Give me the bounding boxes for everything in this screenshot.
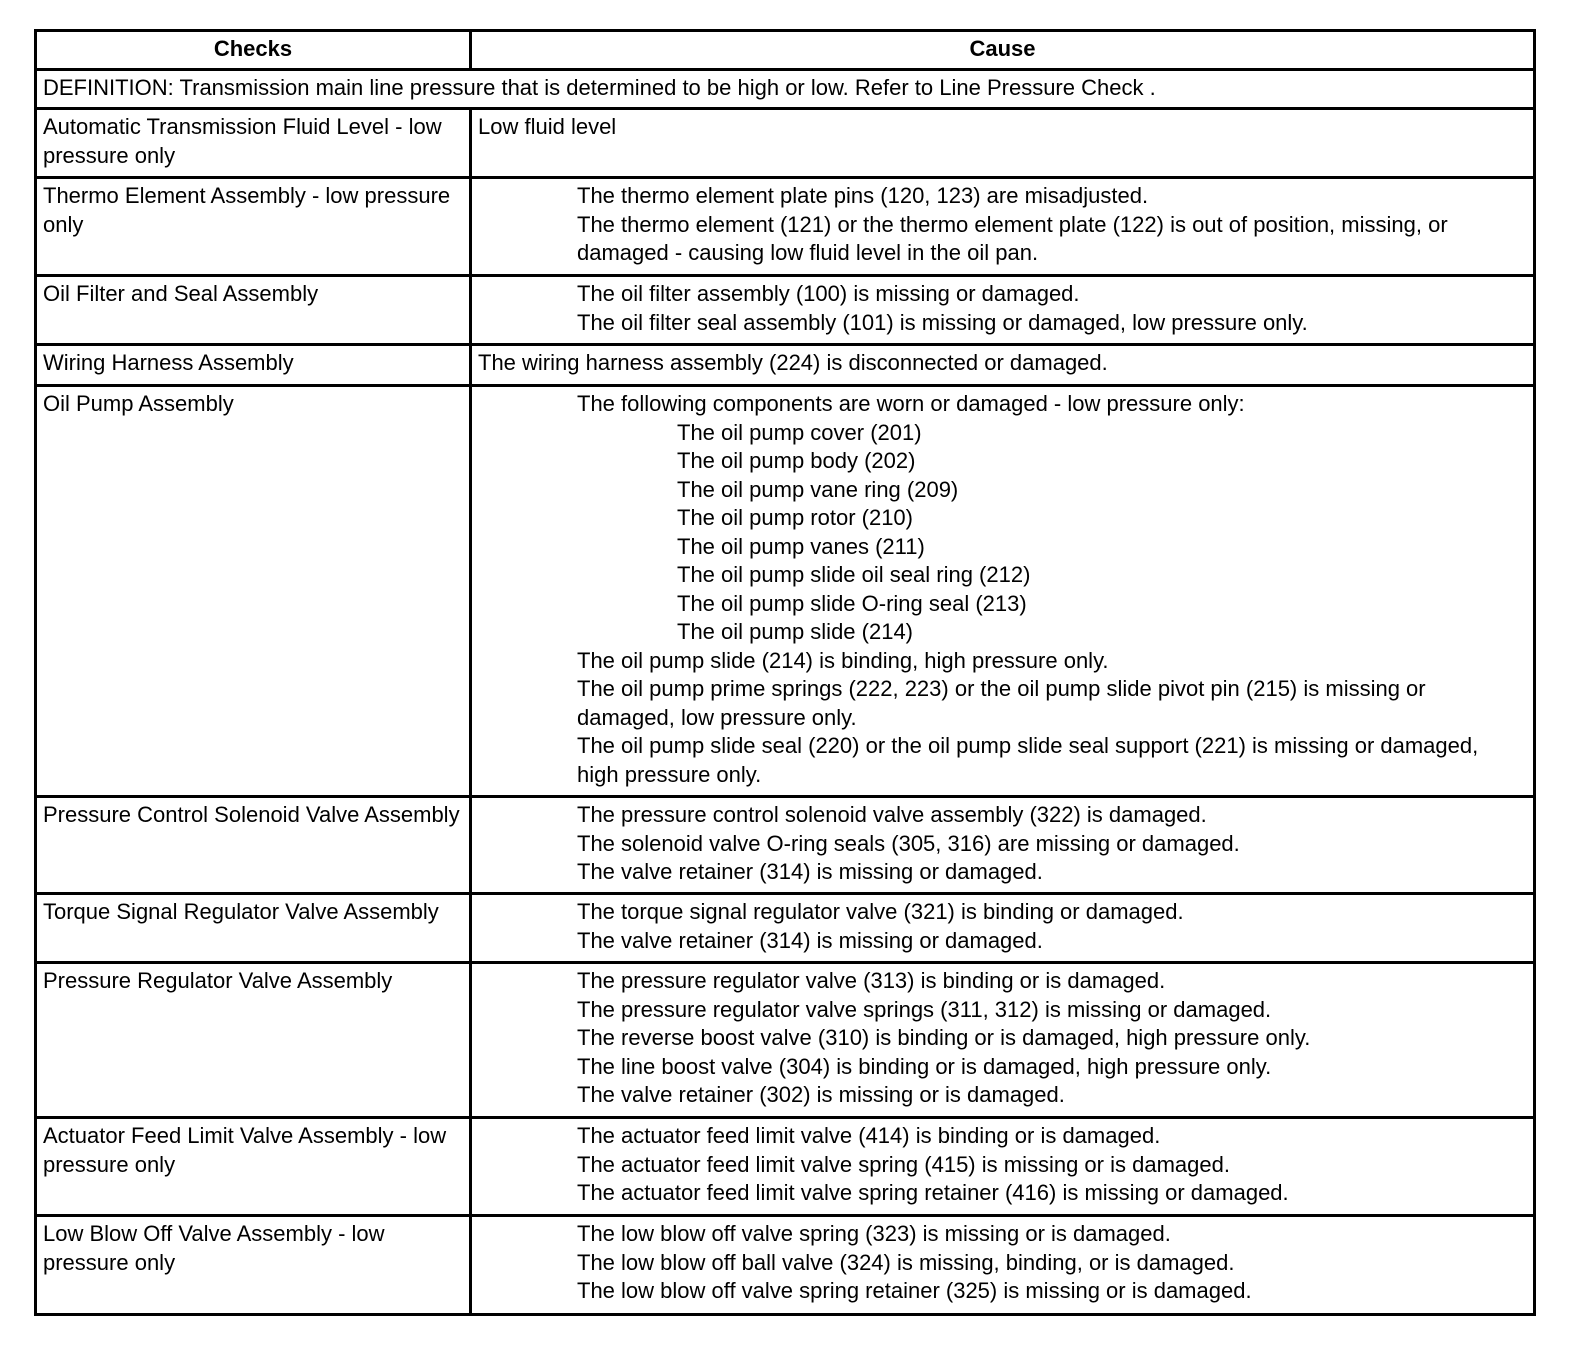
- cause-line: The oil pump slide O-ring seal (213): [677, 590, 1027, 616]
- header-cause: Cause: [471, 31, 1535, 70]
- cause-cell: [471, 109, 1535, 178]
- cause-line: The actuator feed limit valve (414) is binding or is damaged.: [577, 1123, 1161, 1148]
- table-row: [36, 276, 1535, 345]
- table-row: [36, 963, 1535, 1118]
- definition-text: DEFINITION: Transmission main line pressure that is determined to be high or low. Refer to Line Pressure Check .: [36, 69, 1535, 109]
- cause-cell: [471, 386, 1535, 797]
- cause-line: The pressure regulator valve (313) is binding or is damaged.: [577, 968, 1166, 993]
- check-cell: Automatic Transmission Fluid Level - low pressure only: [36, 109, 471, 178]
- cause-line: The oil pump cover (201): [677, 419, 922, 445]
- cause-line: The solenoid valve O-ring seals (305, 316) are missing or damaged.: [577, 830, 1240, 856]
- check-cell: Wiring Harness Assembly: [36, 345, 471, 386]
- cause-line: The oil pump slide (214) is binding, high pressure only.: [577, 647, 1109, 673]
- check-cell: Pressure Control Solenoid Valve Assembly: [36, 797, 471, 894]
- cause-cell: [471, 178, 1535, 276]
- cause-line: The actuator feed limit valve spring retainer (416) is missing or damaged.: [577, 1180, 1289, 1205]
- cause-line: The valve retainer (314) is missing or damaged.: [577, 927, 1043, 953]
- cause-cell: [471, 963, 1535, 1118]
- cause-line: The torque signal regulator valve (321) is binding or damaged.: [577, 899, 1184, 924]
- cause-line: The low blow off valve spring (323) is missing or is damaged.: [577, 1221, 1171, 1246]
- cause-line: The oil filter assembly (100) is missing or damaged.: [577, 281, 1080, 306]
- cause-line: The thermo element plate pins (120, 123) are misadjusted.: [577, 183, 1149, 208]
- table-row: [36, 109, 1535, 178]
- cause-line: The oil pump slide seal (220) or the oil pump slide seal support (221) is missing or damaged, high pressure only.: [577, 733, 1479, 787]
- check-cell: Oil Filter and Seal Assembly: [36, 276, 471, 345]
- cause-line: The wiring harness assembly (224) is disconnected or damaged.: [478, 350, 1108, 375]
- definition-row: [36, 69, 1535, 109]
- cause-line: The valve retainer (314) is missing or damaged.: [577, 859, 1043, 884]
- cause-cell: [471, 894, 1535, 963]
- table-row: [36, 797, 1535, 894]
- diagnostic-table: [34, 29, 1536, 1316]
- cause-line: The oil pump prime springs (222, 223) or the oil pump slide pivot pin (215) is missing or damaged, low pressure only.: [577, 676, 1426, 730]
- cause-line: The low blow off valve spring retainer (325) is missing or is damaged.: [577, 1278, 1252, 1303]
- cause-line: The valve retainer (302) is missing or is damaged.: [577, 1082, 1065, 1107]
- cause-line: The oil filter seal assembly (101) is missing or damaged, low pressure only.: [577, 309, 1308, 335]
- cause-line: The pressure regulator valve springs (311, 312) is missing or damaged.: [577, 996, 1272, 1022]
- cause-line: The thermo element (121) or the thermo element plate (122) is out of position, missing, or damaged - causing low fluid level in the oil pan.: [577, 211, 1448, 265]
- check-cell: Actuator Feed Limit Valve Assembly - low pressure only: [36, 1118, 471, 1216]
- header-checks: Checks: [36, 31, 471, 70]
- check-cell: Low Blow Off Valve Assembly - low pressure only: [36, 1216, 471, 1315]
- cause-cell: [471, 1216, 1535, 1315]
- table-row: [36, 386, 1535, 797]
- table-row: [36, 178, 1535, 276]
- header-row: [36, 31, 1535, 70]
- cause-cell: [471, 345, 1535, 386]
- cause-line: The oil pump body (202): [677, 448, 916, 473]
- check-cell: Pressure Regulator Valve Assembly: [36, 963, 471, 1118]
- check-cell: Thermo Element Assembly - low pressure only: [36, 178, 471, 276]
- cause-line: Low fluid level: [478, 114, 617, 139]
- cause-line: The oil pump rotor (210): [677, 505, 913, 530]
- cause-line: The oil pump slide (214): [677, 619, 914, 644]
- table-row: [36, 1118, 1535, 1216]
- cause-line: The reverse boost valve (310) is binding or is damaged, high pressure only.: [577, 1025, 1311, 1050]
- cause-cell: [471, 276, 1535, 345]
- cause-line: The following components are worn or damaged - low pressure only:: [577, 391, 1245, 416]
- cause-line: The oil pump vane ring (209): [677, 476, 959, 502]
- table-row: [36, 345, 1535, 386]
- cause-line: The pressure control solenoid valve assembly (322) is damaged.: [577, 802, 1207, 827]
- cause-line: The oil pump slide oil seal ring (212): [677, 562, 1031, 587]
- cause-line: The line boost valve (304) is binding or is damaged, high pressure only.: [577, 1053, 1272, 1079]
- check-cell: Oil Pump Assembly: [36, 386, 471, 797]
- cause-cell: [471, 1118, 1535, 1216]
- cause-cell: [471, 797, 1535, 894]
- cause-line: The oil pump vanes (211): [677, 533, 925, 559]
- cause-line: The low blow off ball valve (324) is missing, binding, or is damaged.: [577, 1249, 1235, 1275]
- check-cell: Torque Signal Regulator Valve Assembly: [36, 894, 471, 963]
- table-row: [36, 1216, 1535, 1315]
- cause-line: The actuator feed limit valve spring (415) is missing or is damaged.: [577, 1151, 1230, 1177]
- table-row: [36, 894, 1535, 963]
